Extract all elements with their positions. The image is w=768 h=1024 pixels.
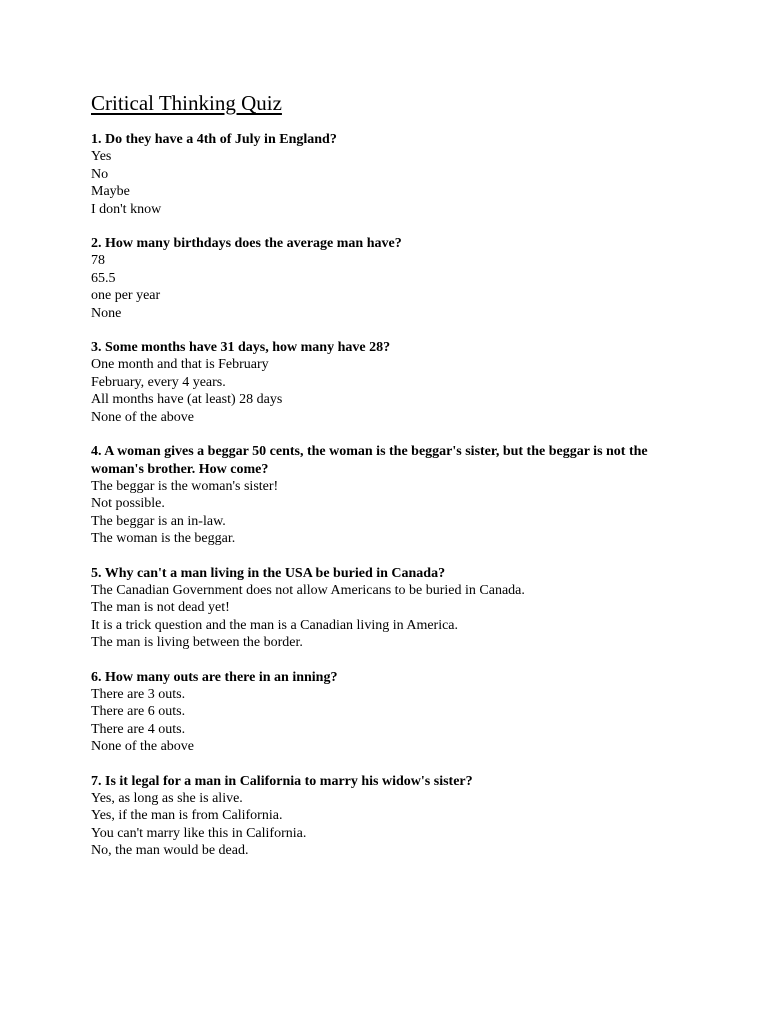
question-4 [91,443,678,547]
answer-option: Yes, as long as she is alive. [91,791,243,806]
answer-option: I don't know [91,201,162,217]
answer-option: February, every 4 years. [91,374,226,390]
answer-option: The beggar is the woman's sister! [91,478,279,494]
question-text: 3. Some months have 31 days, how many have 28? [91,340,391,356]
answer-list [91,582,678,652]
answer-option: It is a trick question and the man is a Canadian living in America. [91,617,459,633]
page-title: Critical Thinking Quiz [91,91,282,115]
answer-option: one per year [91,288,161,304]
answer-option: The man is not dead yet! [91,600,230,616]
answer-option: You can't marry like this in California. [91,825,307,841]
answer-list [91,148,678,218]
question-1 [91,131,678,218]
question-text: 1. Do they have a 4th of July in England? [91,132,337,147]
question-6 [91,669,678,756]
answer-option: There are 6 outs. [91,704,186,720]
question-2 [91,235,678,322]
question-text: 5. Why can't a man living in the USA be buried in Canada? [91,565,446,581]
answer-option: The woman is the beggar. [91,531,236,547]
answer-option: All months have (at least) 28 days [91,392,283,408]
question-7 [91,773,678,860]
answer-option: None of the above [91,739,195,755]
answer-option: There are 3 outs. [91,686,186,702]
answer-option: One month and that is February [91,357,269,373]
answer-option: Not possible. [91,496,165,512]
answer-list [91,356,678,426]
answer-option: The man is living between the border. [91,635,303,651]
question-text: 7. Is it legal for a man in California to marry his widow's sister? [91,773,473,789]
question-text: 4. A woman gives a beggar 50 cents, the woman is the beggar's sister, but the beggar is not the woman's brother. How come? [91,444,648,477]
answer-option: The Canadian Government does not allow Americans to be buried in Canada. [91,582,525,598]
answer-option: Maybe [91,184,130,200]
answer-option: Yes [91,149,112,165]
question-text: 2. How many birthdays does the average man have? [91,236,402,252]
question-3 [91,339,678,426]
answer-option: The beggar is an in-law. [91,513,226,529]
answer-option: There are 4 outs. [91,721,186,737]
answer-option: 65.5 [91,270,116,286]
answer-list [91,252,678,322]
answer-list [91,478,678,548]
answer-option: No [91,166,109,182]
answer-option: None [91,305,122,321]
question-text: 6. How many outs are there in an inning? [91,669,338,685]
question-5 [91,565,678,652]
answer-list [91,790,678,860]
answer-option: No, the man would be dead. [91,843,249,859]
answer-list [91,686,678,756]
answer-option: 78 [91,253,105,269]
answer-option: None of the above [91,409,195,425]
answer-option: Yes, if the man is from California. [91,808,283,824]
